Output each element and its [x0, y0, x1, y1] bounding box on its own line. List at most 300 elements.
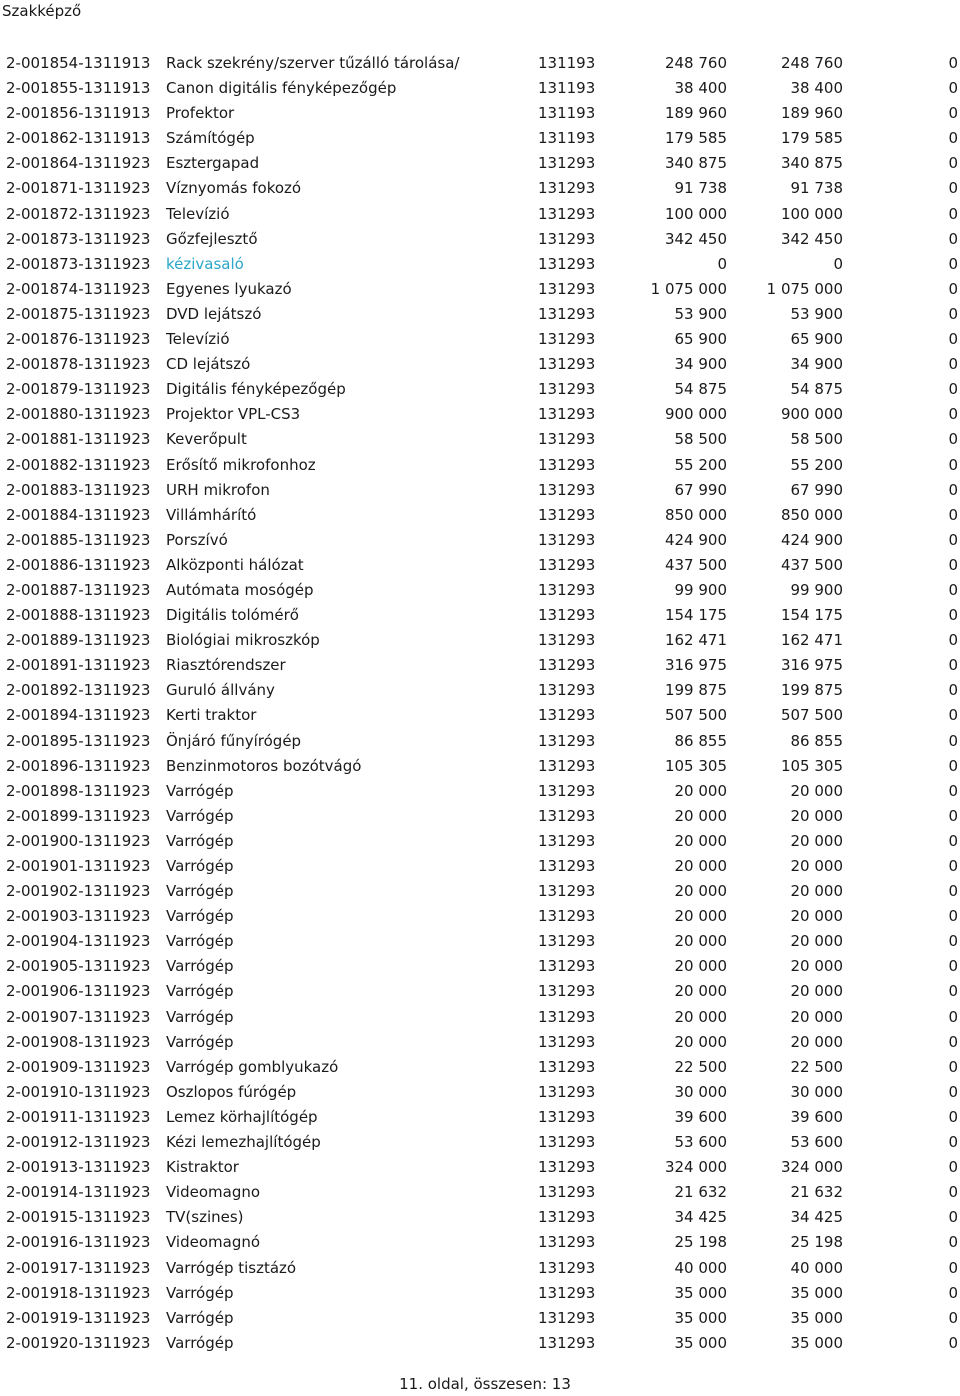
- gross-value: 58 500: [674, 430, 727, 449]
- table-row: [0, 603, 960, 628]
- accumulated-value: 40 000: [790, 1258, 843, 1277]
- table-row: [0, 277, 960, 302]
- net-value: 0: [948, 1007, 958, 1026]
- gross-value: 21 632: [674, 1183, 727, 1202]
- asset-id: 2-001916-1311923: [6, 1233, 151, 1252]
- asset-id: 2-001917-1311923: [6, 1258, 151, 1277]
- gross-value: 65 900: [674, 330, 727, 349]
- account-code: 131293: [538, 580, 596, 599]
- account-code: 131293: [538, 857, 596, 875]
- table-row: [0, 754, 960, 779]
- net-value: 0: [948, 857, 958, 875]
- net-value: 0: [948, 1082, 958, 1101]
- accumulated-value: 20 000: [790, 1007, 843, 1026]
- asset-id: 2-001884-1311923: [6, 505, 151, 524]
- table-row: [0, 51, 960, 76]
- accumulated-value: 30 000: [790, 1082, 843, 1101]
- asset-name: DVD lejátszó: [166, 304, 262, 323]
- asset-name: Számítógép: [166, 129, 255, 148]
- table-row: [0, 126, 960, 151]
- net-value: 0: [948, 806, 958, 825]
- accumulated-value: 850 000: [780, 505, 843, 524]
- net-value: 0: [948, 606, 958, 625]
- account-code: 131293: [538, 455, 596, 474]
- asset-name: Varrógép: [166, 1283, 234, 1302]
- net-value: 0: [948, 1208, 958, 1227]
- net-value: 0: [948, 430, 958, 449]
- net-value: 0: [948, 555, 958, 574]
- net-value: 0: [948, 330, 958, 349]
- table-row: [0, 202, 960, 227]
- account-code: 131293: [538, 1007, 596, 1026]
- accumulated-value: 189 960: [780, 104, 843, 123]
- asset-name: Egyenes lyukazó: [166, 279, 292, 298]
- net-value: 0: [948, 1133, 958, 1152]
- asset-id: 2-001892-1311923: [6, 681, 151, 700]
- gross-value: 20 000: [674, 982, 727, 1001]
- account-code: 131293: [538, 982, 596, 1001]
- asset-name: Alközponti hálózat: [166, 555, 304, 574]
- asset-name: Gőzfejlesztő: [166, 229, 258, 248]
- asset-id: 2-001891-1311923: [6, 656, 151, 675]
- asset-name: Varrógép: [166, 857, 234, 875]
- accumulated-value: 20 000: [790, 781, 843, 800]
- gross-value: 342 450: [664, 229, 727, 248]
- account-code: 131293: [538, 731, 596, 750]
- accumulated-value: 162 471: [780, 631, 843, 650]
- net-value: 0: [948, 355, 958, 374]
- gross-value: 316 975: [664, 656, 727, 675]
- gross-value: 1 075 000: [650, 279, 727, 298]
- net-value: 0: [948, 1158, 958, 1177]
- net-value: 0: [948, 455, 958, 474]
- table-row: [0, 227, 960, 252]
- asset-id: 2-001881-1311923: [6, 430, 151, 449]
- table-row: [0, 1331, 960, 1356]
- accumulated-value: 248 760: [780, 54, 843, 72]
- account-code: 131293: [538, 907, 596, 926]
- asset-name: Varrógép gomblyukazó: [166, 1057, 339, 1076]
- asset-id: 2-001918-1311923: [6, 1283, 151, 1302]
- net-value: 0: [948, 681, 958, 700]
- asset-name: Villámhárító: [166, 505, 257, 524]
- table-row: [0, 1155, 960, 1180]
- gross-value: 20 000: [674, 1007, 727, 1026]
- gross-value: 20 000: [674, 857, 727, 875]
- asset-name: Biológiai mikroszkóp: [166, 631, 320, 650]
- asset-name: Varrógép: [166, 831, 234, 850]
- table-row: [0, 678, 960, 703]
- table-row: [0, 352, 960, 377]
- net-value: 0: [948, 706, 958, 725]
- accumulated-value: 86 855: [790, 731, 843, 750]
- table-row: [0, 1080, 960, 1105]
- accumulated-value: 20 000: [790, 882, 843, 901]
- net-value: 0: [948, 505, 958, 524]
- table-row: [0, 779, 960, 804]
- gross-value: 34 900: [674, 355, 727, 374]
- net-value: 0: [948, 79, 958, 98]
- asset-name: Varrógép: [166, 957, 234, 976]
- gross-value: 154 175: [664, 606, 727, 625]
- account-code: 131193: [538, 129, 596, 148]
- accumulated-value: 54 875: [790, 380, 843, 399]
- accumulated-value: 20 000: [790, 932, 843, 951]
- net-value: 0: [948, 1258, 958, 1277]
- table-row: [0, 302, 960, 327]
- asset-name: Varrógép: [166, 932, 234, 951]
- net-value: 0: [948, 982, 958, 1001]
- account-code: 131293: [538, 555, 596, 574]
- gross-value: 179 585: [664, 129, 727, 148]
- table-row: [0, 101, 960, 126]
- asset-id: 2-001902-1311923: [6, 882, 151, 901]
- net-value: 0: [948, 129, 958, 148]
- asset-name: Benzinmotoros bozótvágó: [166, 756, 362, 775]
- net-value: 0: [948, 831, 958, 850]
- table-row: [0, 578, 960, 603]
- asset-name: Keverőpult: [166, 430, 247, 449]
- accumulated-value: 20 000: [790, 831, 843, 850]
- gross-value: 100 000: [664, 204, 727, 223]
- account-code: 131293: [538, 1107, 596, 1126]
- account-code: 131293: [538, 1183, 596, 1202]
- net-value: 0: [948, 1283, 958, 1302]
- gross-value: 30 000: [674, 1082, 727, 1101]
- gross-value: 199 875: [664, 681, 727, 700]
- gross-value: 20 000: [674, 781, 727, 800]
- asset-id: 2-001888-1311923: [6, 606, 151, 625]
- asset-id: 2-001883-1311923: [6, 480, 151, 499]
- net-value: 0: [948, 304, 958, 323]
- table-row: [0, 1205, 960, 1230]
- asset-name: Varrógép: [166, 1308, 234, 1327]
- asset-name: Televízió: [166, 204, 230, 223]
- table-row: [0, 954, 960, 979]
- net-value: 0: [948, 530, 958, 549]
- asset-id: 2-001914-1311923: [6, 1183, 151, 1202]
- account-code: 131293: [538, 1283, 596, 1302]
- net-value: 0: [948, 405, 958, 424]
- accumulated-value: 21 632: [790, 1183, 843, 1202]
- asset-id: 2-001915-1311923: [6, 1208, 151, 1227]
- account-code: 131293: [538, 756, 596, 775]
- table-row: [0, 327, 960, 352]
- gross-value: 324 000: [664, 1158, 727, 1177]
- accumulated-value: 20 000: [790, 806, 843, 825]
- table-row: [0, 1306, 960, 1331]
- asset-id: 2-001879-1311923: [6, 380, 151, 399]
- account-code: 131293: [538, 179, 596, 198]
- asset-name: Varrógép: [166, 982, 234, 1001]
- accumulated-value: 53 900: [790, 304, 843, 323]
- asset-id: 2-001875-1311923: [6, 304, 151, 323]
- net-value: 0: [948, 1107, 958, 1126]
- asset-id: 2-001885-1311923: [6, 530, 151, 549]
- accumulated-value: 324 000: [780, 1158, 843, 1177]
- account-code: 131293: [538, 706, 596, 725]
- asset-name: Kézi lemezhajlítógép: [166, 1133, 321, 1152]
- asset-id: 2-001904-1311923: [6, 932, 151, 951]
- accumulated-value: 437 500: [780, 555, 843, 574]
- account-code: 131293: [538, 656, 596, 675]
- gross-value: 20 000: [674, 907, 727, 926]
- accumulated-value: 316 975: [780, 656, 843, 675]
- gross-value: 86 855: [674, 731, 727, 750]
- gross-value: 35 000: [674, 1333, 727, 1352]
- account-code: 131293: [538, 781, 596, 800]
- net-value: 0: [948, 631, 958, 650]
- asset-name: Oszlopos fúrógép: [166, 1082, 297, 1101]
- account-code: 131193: [538, 79, 596, 98]
- asset-id: 2-001901-1311923: [6, 857, 151, 875]
- gross-value: 20 000: [674, 932, 727, 951]
- asset-id: 2-001876-1311923: [6, 330, 151, 349]
- gross-value: 20 000: [674, 957, 727, 976]
- gross-value: 54 875: [674, 380, 727, 399]
- gross-value: 55 200: [674, 455, 727, 474]
- net-value: 0: [948, 882, 958, 901]
- gross-value: 40 000: [674, 1258, 727, 1277]
- accumulated-value: 58 500: [790, 430, 843, 449]
- asset-name: Lemez körhajlítógép: [166, 1107, 318, 1126]
- table-row: [0, 402, 960, 427]
- accumulated-value: 20 000: [790, 907, 843, 926]
- account-code: 131293: [538, 1158, 596, 1177]
- table-row: [0, 829, 960, 854]
- net-value: 0: [948, 1333, 958, 1352]
- asset-name: Varrógép: [166, 1007, 234, 1026]
- account-code: 131293: [538, 1057, 596, 1076]
- accumulated-value: 20 000: [790, 957, 843, 976]
- table-row: [0, 1055, 960, 1080]
- accumulated-value: 100 000: [780, 204, 843, 223]
- account-code: 131293: [538, 1032, 596, 1051]
- accumulated-value: 900 000: [780, 405, 843, 424]
- gross-value: 105 305: [664, 756, 727, 775]
- asset-id: 2-001887-1311923: [6, 580, 151, 599]
- net-value: 0: [948, 656, 958, 675]
- gross-value: 162 471: [664, 631, 727, 650]
- asset-name: Profektor: [166, 104, 235, 123]
- asset-id: 2-001903-1311923: [6, 907, 151, 926]
- table-row: [0, 151, 960, 176]
- accumulated-value: 39 600: [790, 1107, 843, 1126]
- net-value: 0: [948, 480, 958, 499]
- asset-name: TV(szines): [166, 1208, 244, 1227]
- accumulated-value: 34 425: [790, 1208, 843, 1227]
- asset-id: 2-001874-1311923: [6, 279, 151, 298]
- gross-value: 99 900: [674, 580, 727, 599]
- asset-id: 2-001871-1311923: [6, 179, 151, 198]
- table-row: [0, 478, 960, 503]
- table-row: [0, 653, 960, 678]
- asset-name: Varrógép: [166, 1333, 234, 1352]
- table-row: [0, 929, 960, 954]
- asset-id: 2-001880-1311923: [6, 405, 151, 424]
- table-row: [0, 377, 960, 402]
- account-code: 131293: [538, 229, 596, 248]
- asset-id: 2-001919-1311923: [6, 1308, 151, 1327]
- account-code: 131293: [538, 355, 596, 374]
- asset-name: Erősítő mikrofonhoz: [166, 455, 316, 474]
- accumulated-value: 65 900: [790, 330, 843, 349]
- asset-id: 2-001872-1311923: [6, 204, 151, 223]
- net-value: 0: [948, 154, 958, 173]
- gross-value: 20 000: [674, 1032, 727, 1051]
- net-value: 0: [948, 756, 958, 775]
- net-value: 0: [948, 1057, 958, 1076]
- table-row: [0, 1105, 960, 1130]
- net-value: 0: [948, 731, 958, 750]
- asset-id: 2-001895-1311923: [6, 731, 151, 750]
- table-row: [0, 553, 960, 578]
- gross-value: 850 000: [664, 505, 727, 524]
- gross-value: 189 960: [664, 104, 727, 123]
- table-row: [0, 427, 960, 452]
- table-row: [0, 503, 960, 528]
- account-code: 131293: [538, 430, 596, 449]
- table-row: [0, 703, 960, 728]
- account-code: 131293: [538, 1333, 596, 1352]
- asset-id: 2-001908-1311923: [6, 1032, 151, 1051]
- table-row: [0, 879, 960, 904]
- inventory-table: [0, 51, 960, 1356]
- account-code: 131293: [538, 806, 596, 825]
- net-value: 0: [948, 104, 958, 123]
- asset-name: Varrógép: [166, 882, 234, 901]
- accumulated-value: 34 900: [790, 355, 843, 374]
- net-value: 0: [948, 781, 958, 800]
- account-code: 131293: [538, 530, 596, 549]
- accumulated-value: 22 500: [790, 1057, 843, 1076]
- asset-name: Kistraktor: [166, 1158, 239, 1177]
- accumulated-value: 0: [833, 254, 843, 273]
- gross-value: 437 500: [664, 555, 727, 574]
- accumulated-value: 20 000: [790, 982, 843, 1001]
- net-value: 0: [948, 1032, 958, 1051]
- asset-id: 2-001855-1311913: [6, 79, 151, 98]
- accumulated-value: 340 875: [780, 154, 843, 173]
- account-code: 131293: [538, 882, 596, 901]
- table-row: [0, 1180, 960, 1205]
- net-value: 0: [948, 229, 958, 248]
- account-code: 131293: [538, 831, 596, 850]
- asset-name: Önjáró fűnyírógép: [166, 731, 302, 750]
- accumulated-value: 20 000: [790, 1032, 843, 1051]
- accumulated-value: 35 000: [790, 1333, 843, 1352]
- table-row: [0, 76, 960, 101]
- accumulated-value: 35 000: [790, 1308, 843, 1327]
- page-footer: 11. oldal, összesen: 13: [399, 1375, 571, 1393]
- table-row: [0, 904, 960, 929]
- accumulated-value: 53 600: [790, 1133, 843, 1152]
- asset-id: 2-001913-1311923: [6, 1158, 151, 1177]
- account-code: 131293: [538, 681, 596, 700]
- account-code: 131293: [538, 204, 596, 223]
- gross-value: 53 600: [674, 1133, 727, 1152]
- asset-id: 2-001889-1311923: [6, 631, 151, 650]
- gross-value: 38 400: [674, 79, 727, 98]
- asset-name: Guruló állvány: [166, 681, 275, 700]
- asset-id: 2-001873-1311923: [6, 229, 151, 248]
- asset-name: Varrógép tisztázó: [166, 1258, 297, 1277]
- accumulated-value: 38 400: [790, 79, 843, 98]
- accumulated-value: 105 305: [780, 756, 843, 775]
- gross-value: 39 600: [674, 1107, 727, 1126]
- asset-name: Porszívó: [166, 530, 228, 549]
- asset-id: 2-001894-1311923: [6, 706, 151, 725]
- net-value: 0: [948, 54, 958, 72]
- account-code: 131293: [538, 380, 596, 399]
- asset-id: 2-001873-1311923: [6, 254, 151, 273]
- net-value: 0: [948, 907, 958, 926]
- asset-name: Televízió: [166, 330, 230, 349]
- account-code: 131293: [538, 279, 596, 298]
- account-code: 131293: [538, 505, 596, 524]
- asset-id: 2-001899-1311923: [6, 806, 151, 825]
- account-code: 131293: [538, 1233, 596, 1252]
- table-row: [0, 1130, 960, 1155]
- gross-value: 35 000: [674, 1308, 727, 1327]
- asset-id: 2-001909-1311923: [6, 1057, 151, 1076]
- gross-value: 67 990: [674, 480, 727, 499]
- accumulated-value: 67 990: [790, 480, 843, 499]
- asset-id: 2-001886-1311923: [6, 555, 151, 574]
- asset-name: CD lejátszó: [166, 355, 251, 374]
- account-code: 131293: [538, 480, 596, 499]
- asset-name: Varrógép: [166, 907, 234, 926]
- account-code: 131293: [538, 405, 596, 424]
- net-value: 0: [948, 254, 958, 273]
- asset-name: Digitális fényképezőgép: [166, 380, 346, 399]
- accumulated-value: 179 585: [780, 129, 843, 148]
- gross-value: 424 900: [664, 530, 727, 549]
- asset-id: 2-001896-1311923: [6, 756, 151, 775]
- accumulated-value: 55 200: [790, 455, 843, 474]
- table-row: [0, 453, 960, 478]
- asset-name: Varrógép: [166, 1032, 234, 1051]
- asset-id: 2-001907-1311923: [6, 1007, 151, 1026]
- net-value: 0: [948, 204, 958, 223]
- accumulated-value: 507 500: [780, 706, 843, 725]
- asset-name: Videomagnó: [166, 1233, 261, 1252]
- table-row: [0, 1256, 960, 1281]
- net-value: 0: [948, 1233, 958, 1252]
- net-value: 0: [948, 179, 958, 198]
- net-value: 0: [948, 580, 958, 599]
- asset-name: URH mikrofon: [166, 480, 270, 499]
- gross-value: 35 000: [674, 1283, 727, 1302]
- account-code: 131293: [538, 254, 596, 273]
- table-row: [0, 176, 960, 201]
- gross-value: 507 500: [664, 706, 727, 725]
- gross-value: 20 000: [674, 831, 727, 850]
- net-value: 0: [948, 279, 958, 298]
- asset-id: 2-001882-1311923: [6, 455, 151, 474]
- accumulated-value: 99 900: [790, 580, 843, 599]
- table-row: [0, 854, 960, 879]
- asset-id: 2-001878-1311923: [6, 355, 151, 374]
- table-row: [0, 804, 960, 829]
- asset-id: 2-001920-1311923: [6, 1333, 151, 1352]
- asset-name: Digitális tolómérő: [166, 606, 299, 625]
- asset-id: 2-001864-1311923: [6, 154, 151, 173]
- account-code: 131293: [538, 1133, 596, 1152]
- accumulated-value: 154 175: [780, 606, 843, 625]
- asset-name: Projektor VPL-CS3: [166, 405, 301, 424]
- asset-id: 2-001905-1311923: [6, 957, 151, 976]
